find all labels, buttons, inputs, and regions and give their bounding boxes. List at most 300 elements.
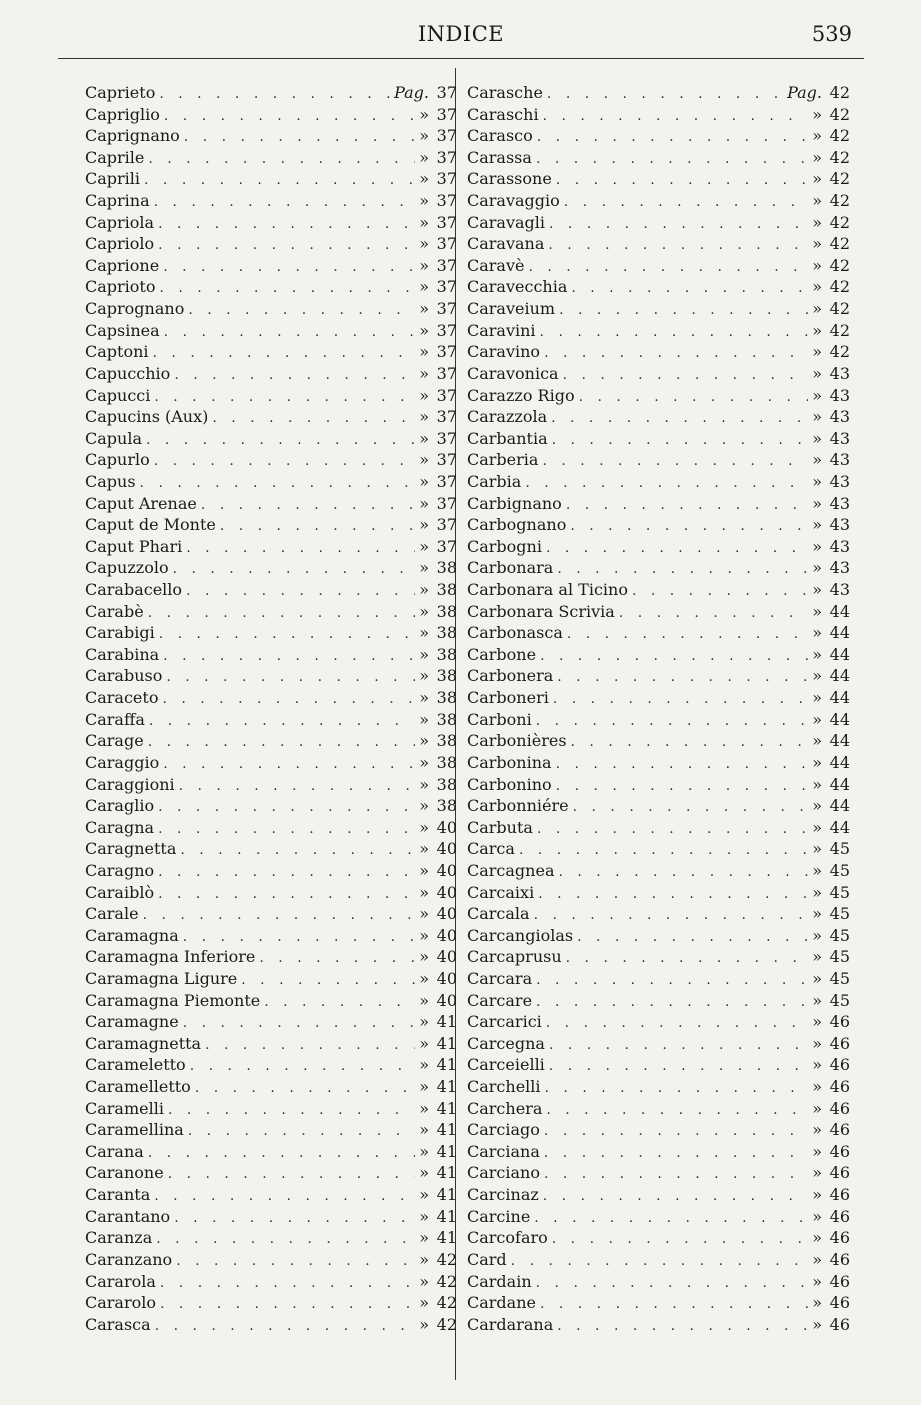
entry-name: Carbignano — [467, 493, 562, 513]
page-title: INDICE — [417, 22, 505, 46]
index-entry — [85, 601, 457, 623]
entry-page: 41 — [436, 1055, 457, 1075]
page-prefix: » — [812, 299, 822, 319]
index-entry — [85, 644, 457, 666]
page-prefix: » — [812, 1163, 822, 1183]
entry-page: 45 — [829, 839, 850, 859]
entry-page: 41 — [436, 1120, 457, 1140]
dot-leader — [190, 1056, 416, 1078]
dot-leader — [536, 1273, 809, 1295]
page-prefix: » — [419, 428, 429, 448]
index-entry — [85, 341, 457, 363]
dot-leader — [557, 559, 808, 581]
dot-leader — [579, 387, 809, 409]
entry-page: 41 — [436, 1228, 457, 1248]
dot-leader — [552, 1229, 808, 1251]
index-entry — [85, 925, 457, 947]
index-entry — [467, 665, 850, 687]
index-entry — [85, 622, 457, 644]
dot-leader — [148, 732, 416, 754]
entry-page: 44 — [829, 666, 850, 686]
index-entry — [85, 1271, 457, 1293]
entry-page: 38 — [436, 644, 457, 664]
page-prefix: » — [812, 1141, 822, 1161]
entry-name: Caraceto — [85, 688, 159, 708]
index-entry — [467, 1292, 850, 1314]
entry-name: Capucchio — [85, 363, 171, 383]
entry-page: 37 — [436, 212, 457, 232]
page-prefix: » — [812, 644, 822, 664]
entry-name: Cardane — [467, 1293, 536, 1313]
entry-page: 42 — [436, 1249, 457, 1269]
index-entry — [85, 276, 457, 298]
page-prefix: » — [812, 104, 822, 124]
index-entry — [467, 428, 850, 450]
index-entry — [467, 838, 850, 860]
page-prefix: » — [812, 471, 822, 491]
entry-page: 38 — [436, 601, 457, 621]
entry-name: Caranta — [85, 1185, 151, 1205]
page-prefix: » — [812, 1314, 822, 1334]
index-entry — [85, 1249, 457, 1271]
entry-page: 40 — [436, 990, 457, 1010]
entry-page: 42 — [829, 191, 850, 211]
entry-page: 44 — [829, 752, 850, 772]
index-entry — [467, 882, 850, 904]
index-entry — [85, 795, 457, 817]
entry-page: 42 — [829, 169, 850, 189]
page-prefix: » — [419, 277, 429, 297]
dot-leader — [544, 1121, 808, 1143]
dot-leader — [544, 343, 808, 365]
entry-page: 40 — [436, 817, 457, 837]
entry-name: Carasco — [467, 126, 533, 146]
page-prefix: » — [812, 1293, 822, 1313]
entry-page: 43 — [829, 515, 850, 535]
dot-leader — [188, 1121, 415, 1143]
index-entry — [467, 168, 850, 190]
page-prefix: » — [812, 1055, 822, 1075]
dot-leader — [558, 862, 808, 884]
entry-name: Cardarana — [467, 1314, 554, 1334]
entry-page: 37 — [436, 277, 457, 297]
page-prefix: » — [419, 925, 429, 945]
dot-leader — [511, 1251, 809, 1273]
index-entry — [85, 212, 457, 234]
index-entry — [85, 709, 457, 731]
entry-page: 43 — [829, 385, 850, 405]
dot-leader — [553, 689, 808, 711]
index-entry — [85, 428, 457, 450]
entry-name: Cardain — [467, 1271, 532, 1291]
index-entry — [467, 946, 850, 968]
entry-name: Carca — [467, 839, 515, 859]
dot-leader — [570, 516, 808, 538]
page-prefix: » — [419, 774, 429, 794]
index-entry — [85, 687, 457, 709]
entry-name: Caragna — [85, 817, 155, 837]
page-prefix: » — [812, 1249, 822, 1269]
entry-name: Card — [467, 1249, 507, 1269]
entry-name: Carasche — [467, 83, 543, 102]
entry-name: Caravè — [467, 255, 525, 275]
index-entry — [467, 1054, 850, 1076]
index-entry — [467, 1098, 850, 1120]
entry-page: 37 — [436, 299, 457, 319]
entry-page: 46 — [829, 1077, 850, 1097]
entry-page: 37 — [436, 83, 457, 102]
entry-name: Carcaprusu — [467, 947, 562, 967]
page-prefix: » — [812, 774, 822, 794]
dot-leader — [158, 862, 415, 884]
page-prefix: » — [419, 1012, 429, 1032]
index-entry — [467, 385, 850, 407]
dot-leader — [536, 711, 808, 733]
page-prefix: » — [812, 796, 822, 816]
entry-name: Carberia — [467, 450, 539, 470]
page-prefix: » — [812, 1098, 822, 1118]
index-entry — [85, 82, 457, 104]
dot-leader — [164, 106, 415, 128]
index-entry — [467, 1184, 850, 1206]
page-prefix: » — [812, 212, 822, 232]
page-prefix: » — [419, 1228, 429, 1248]
entry-name: Carcare — [467, 990, 533, 1010]
entry-name: Caraffa — [85, 709, 145, 729]
page-prefix: » — [812, 191, 822, 211]
entry-name: Caravonica — [467, 363, 559, 383]
entry-page: 43 — [829, 407, 850, 427]
entry-page: 37 — [436, 126, 457, 146]
dot-leader — [163, 257, 415, 279]
page-prefix: » — [812, 947, 822, 967]
dot-leader — [548, 235, 808, 257]
dot-leader — [149, 711, 415, 733]
entry-name: Carassone — [467, 169, 552, 189]
page-prefix: » — [812, 342, 822, 362]
entry-name: Caranzano — [85, 1249, 173, 1269]
index-entry — [467, 1249, 850, 1271]
entry-page: 45 — [829, 925, 850, 945]
index-entry — [85, 1054, 457, 1076]
index-entry — [85, 946, 457, 968]
entry-name: Carazzo Rigo — [467, 385, 575, 405]
entry-name: Carboneri — [467, 688, 549, 708]
index-entry — [467, 644, 850, 666]
entry-name: Cararola — [85, 1271, 156, 1291]
dot-leader — [160, 1273, 415, 1295]
entry-name: Carcangiolas — [467, 925, 574, 945]
entry-page: 41 — [436, 1077, 457, 1097]
page-prefix: » — [812, 1077, 822, 1097]
entry-page: 43 — [829, 558, 850, 578]
index-entry — [85, 968, 457, 990]
index-entry — [467, 104, 850, 126]
entry-page: 46 — [829, 1314, 850, 1334]
page-prefix: » — [812, 1033, 822, 1053]
entry-name: Capriglio — [85, 104, 160, 124]
page-prefix: » — [419, 342, 429, 362]
dot-leader — [158, 797, 415, 819]
dot-leader — [154, 1186, 415, 1208]
page-header — [58, 20, 864, 50]
dot-leader — [186, 581, 415, 603]
index-entry — [467, 1033, 850, 1055]
page-prefix: » — [812, 731, 822, 751]
index-entry — [467, 557, 850, 579]
dot-leader — [153, 343, 416, 365]
dot-leader — [158, 235, 415, 257]
entry-page: 37 — [436, 342, 457, 362]
entry-page: 42 — [436, 1293, 457, 1313]
dot-leader — [566, 495, 808, 517]
entry-page: 45 — [829, 990, 850, 1010]
entry-page: 46 — [829, 1271, 850, 1291]
entry-name: Caravino — [467, 342, 541, 362]
dot-leader — [546, 1100, 808, 1122]
index-entry — [85, 471, 457, 493]
index-entry — [467, 493, 850, 515]
dot-leader — [163, 754, 415, 776]
dot-leader — [540, 646, 808, 668]
page-prefix: » — [812, 277, 822, 297]
page-prefix: » — [419, 752, 429, 772]
entry-name: Carbonera — [467, 666, 554, 686]
index-entry — [467, 601, 850, 623]
entry-name: Carage — [85, 731, 144, 751]
page-prefix: » — [419, 860, 429, 880]
dot-leader — [156, 1229, 415, 1251]
page-prefix: » — [812, 904, 822, 924]
dot-leader — [540, 1294, 808, 1316]
page-prefix: » — [812, 1185, 822, 1205]
dot-leader — [528, 257, 808, 279]
entry-name: Carbonniére — [467, 796, 569, 816]
entry-name: Carazzola — [467, 407, 548, 427]
entry-page: 38 — [436, 666, 457, 686]
entry-name: Caprione — [85, 255, 160, 275]
page-prefix: » — [419, 169, 429, 189]
dot-leader — [632, 581, 808, 603]
entry-page: 37 — [436, 471, 457, 491]
index-entry — [467, 406, 850, 428]
dot-leader — [544, 1143, 808, 1165]
entry-page: 40 — [436, 839, 457, 859]
index-entry — [467, 1119, 850, 1141]
index-entry — [85, 298, 457, 320]
page-prefix: » — [812, 428, 822, 448]
page-prefix: » — [812, 255, 822, 275]
index-entry — [467, 341, 850, 363]
entry-page: 37 — [436, 407, 457, 427]
entry-page: 42 — [829, 320, 850, 340]
entry-name: Caravana — [467, 234, 545, 254]
entry-name: Carchelli — [467, 1077, 541, 1097]
page-prefix: » — [419, 234, 429, 254]
dot-leader — [183, 927, 415, 949]
entry-page: 44 — [829, 774, 850, 794]
entry-page: 44 — [829, 644, 850, 664]
index-entry — [85, 665, 457, 687]
entry-name: Caprognano — [85, 299, 185, 319]
entry-page: 42 — [829, 342, 850, 362]
entry-page: 45 — [829, 904, 850, 924]
page-prefix: » — [419, 968, 429, 988]
entry-name: Caramagna Ligure — [85, 968, 238, 988]
entry-page: 44 — [829, 796, 850, 816]
dot-leader — [176, 1251, 415, 1273]
page-prefix: » — [812, 363, 822, 383]
dot-leader — [543, 1186, 808, 1208]
page-prefix: » — [812, 126, 822, 146]
page-prefix: » — [812, 234, 822, 254]
entry-page: 44 — [829, 601, 850, 621]
index-entry — [467, 190, 850, 212]
index-entry — [85, 104, 457, 126]
index-entry — [85, 860, 457, 882]
index-entry — [85, 1141, 457, 1163]
entry-name: Carcegna — [467, 1033, 545, 1053]
page-prefix: » — [812, 688, 822, 708]
index-entry — [85, 903, 457, 925]
dot-leader — [154, 451, 415, 473]
entry-page: 43 — [829, 363, 850, 383]
entry-name: Carcine — [467, 1206, 531, 1226]
index-entry — [85, 1292, 457, 1314]
index-entry — [85, 990, 457, 1012]
index-entry — [85, 1076, 457, 1098]
dot-leader — [538, 884, 808, 906]
entry-page: 46 — [829, 1206, 850, 1226]
page-prefix: » — [419, 1271, 429, 1291]
page-prefix: » — [419, 1055, 429, 1075]
index-entry — [467, 147, 850, 169]
entry-page: 41 — [436, 1206, 457, 1226]
index-entry — [467, 903, 850, 925]
entry-page: 40 — [436, 947, 457, 967]
dot-leader — [537, 819, 808, 841]
page-prefix: » — [812, 385, 822, 405]
entry-name: Carabè — [85, 601, 144, 621]
entry-page: 42 — [829, 104, 850, 124]
entry-name: Carbonara al Ticino — [467, 580, 628, 600]
page-prefix: » — [419, 796, 429, 816]
index-entry — [467, 276, 850, 298]
entry-page: 38 — [436, 709, 457, 729]
dot-leader — [557, 1316, 808, 1338]
entry-name: Caput Phari — [85, 536, 183, 556]
index-entry — [467, 622, 850, 644]
dot-leader — [567, 624, 808, 646]
entry-page: 46 — [829, 1120, 850, 1140]
index-entry — [85, 838, 457, 860]
page-prefix: » — [812, 450, 822, 470]
entry-page: 40 — [436, 860, 457, 880]
page-prefix: » — [419, 385, 429, 405]
page-number: 539 — [811, 22, 852, 46]
entry-page: 44 — [829, 688, 850, 708]
index-entry — [467, 968, 850, 990]
dot-leader — [166, 667, 415, 689]
dot-leader — [557, 667, 808, 689]
entry-page: 37 — [436, 363, 457, 383]
entry-name: Carcaixi — [467, 882, 535, 902]
entry-page: 38 — [436, 731, 457, 751]
dot-leader — [577, 927, 808, 949]
entry-page: 37 — [436, 320, 457, 340]
dot-leader — [573, 797, 809, 819]
index-column-left — [85, 82, 457, 1335]
page-prefix: » — [419, 1314, 429, 1334]
index-entry — [467, 1227, 850, 1249]
dot-leader — [186, 538, 415, 560]
page-prefix: » — [419, 1206, 429, 1226]
entry-page: 37 — [436, 536, 457, 556]
index-entry — [467, 687, 850, 709]
dot-leader — [556, 776, 809, 798]
entry-page: 44 — [829, 817, 850, 837]
dot-leader — [173, 559, 416, 581]
index-entry — [467, 363, 850, 385]
index-entry — [85, 493, 457, 515]
dot-leader — [571, 732, 809, 754]
page-prefix: » — [812, 1012, 822, 1032]
entry-name: Carcara — [467, 968, 533, 988]
entry-name: Captoni — [85, 342, 149, 362]
index-entry — [85, 536, 457, 558]
entry-page: 37 — [436, 191, 457, 211]
entry-page: 42 — [829, 234, 850, 254]
entry-page: 42 — [829, 212, 850, 232]
entry-page: 38 — [436, 623, 457, 643]
page-prefix: » — [812, 839, 822, 859]
entry-page: 37 — [436, 104, 457, 124]
entry-name: Caranone — [85, 1163, 164, 1183]
entry-name: Carciano — [467, 1163, 540, 1183]
entry-name: Caraiblò — [85, 882, 155, 902]
entry-page: 46 — [829, 1228, 850, 1248]
page-prefix: » — [419, 817, 429, 837]
entry-page: 46 — [829, 1033, 850, 1053]
dot-leader — [159, 624, 416, 646]
index-entry — [467, 730, 850, 752]
entry-page: 45 — [829, 968, 850, 988]
page-prefix: » — [812, 580, 822, 600]
dot-leader — [158, 819, 415, 841]
dot-leader — [184, 127, 415, 149]
dot-leader — [534, 1208, 808, 1230]
index-entry — [85, 385, 457, 407]
page-prefix: » — [812, 623, 822, 643]
dot-leader — [563, 365, 809, 387]
page-prefix: » — [419, 882, 429, 902]
dot-leader — [559, 300, 808, 322]
entry-page: 44 — [829, 731, 850, 751]
page-prefix: » — [419, 1249, 429, 1269]
entry-page: 37 — [436, 147, 457, 167]
entry-page: 38 — [436, 774, 457, 794]
entry-page: 43 — [829, 580, 850, 600]
page-prefix: » — [419, 1141, 429, 1161]
page-prefix: » — [419, 688, 429, 708]
dot-leader — [188, 300, 415, 322]
dot-leader — [144, 170, 415, 192]
entry-page: 46 — [829, 1098, 850, 1118]
page-prefix: » — [419, 947, 429, 967]
entry-name: Caraschi — [467, 104, 539, 124]
dot-leader — [571, 278, 808, 300]
index-entry — [467, 817, 850, 839]
